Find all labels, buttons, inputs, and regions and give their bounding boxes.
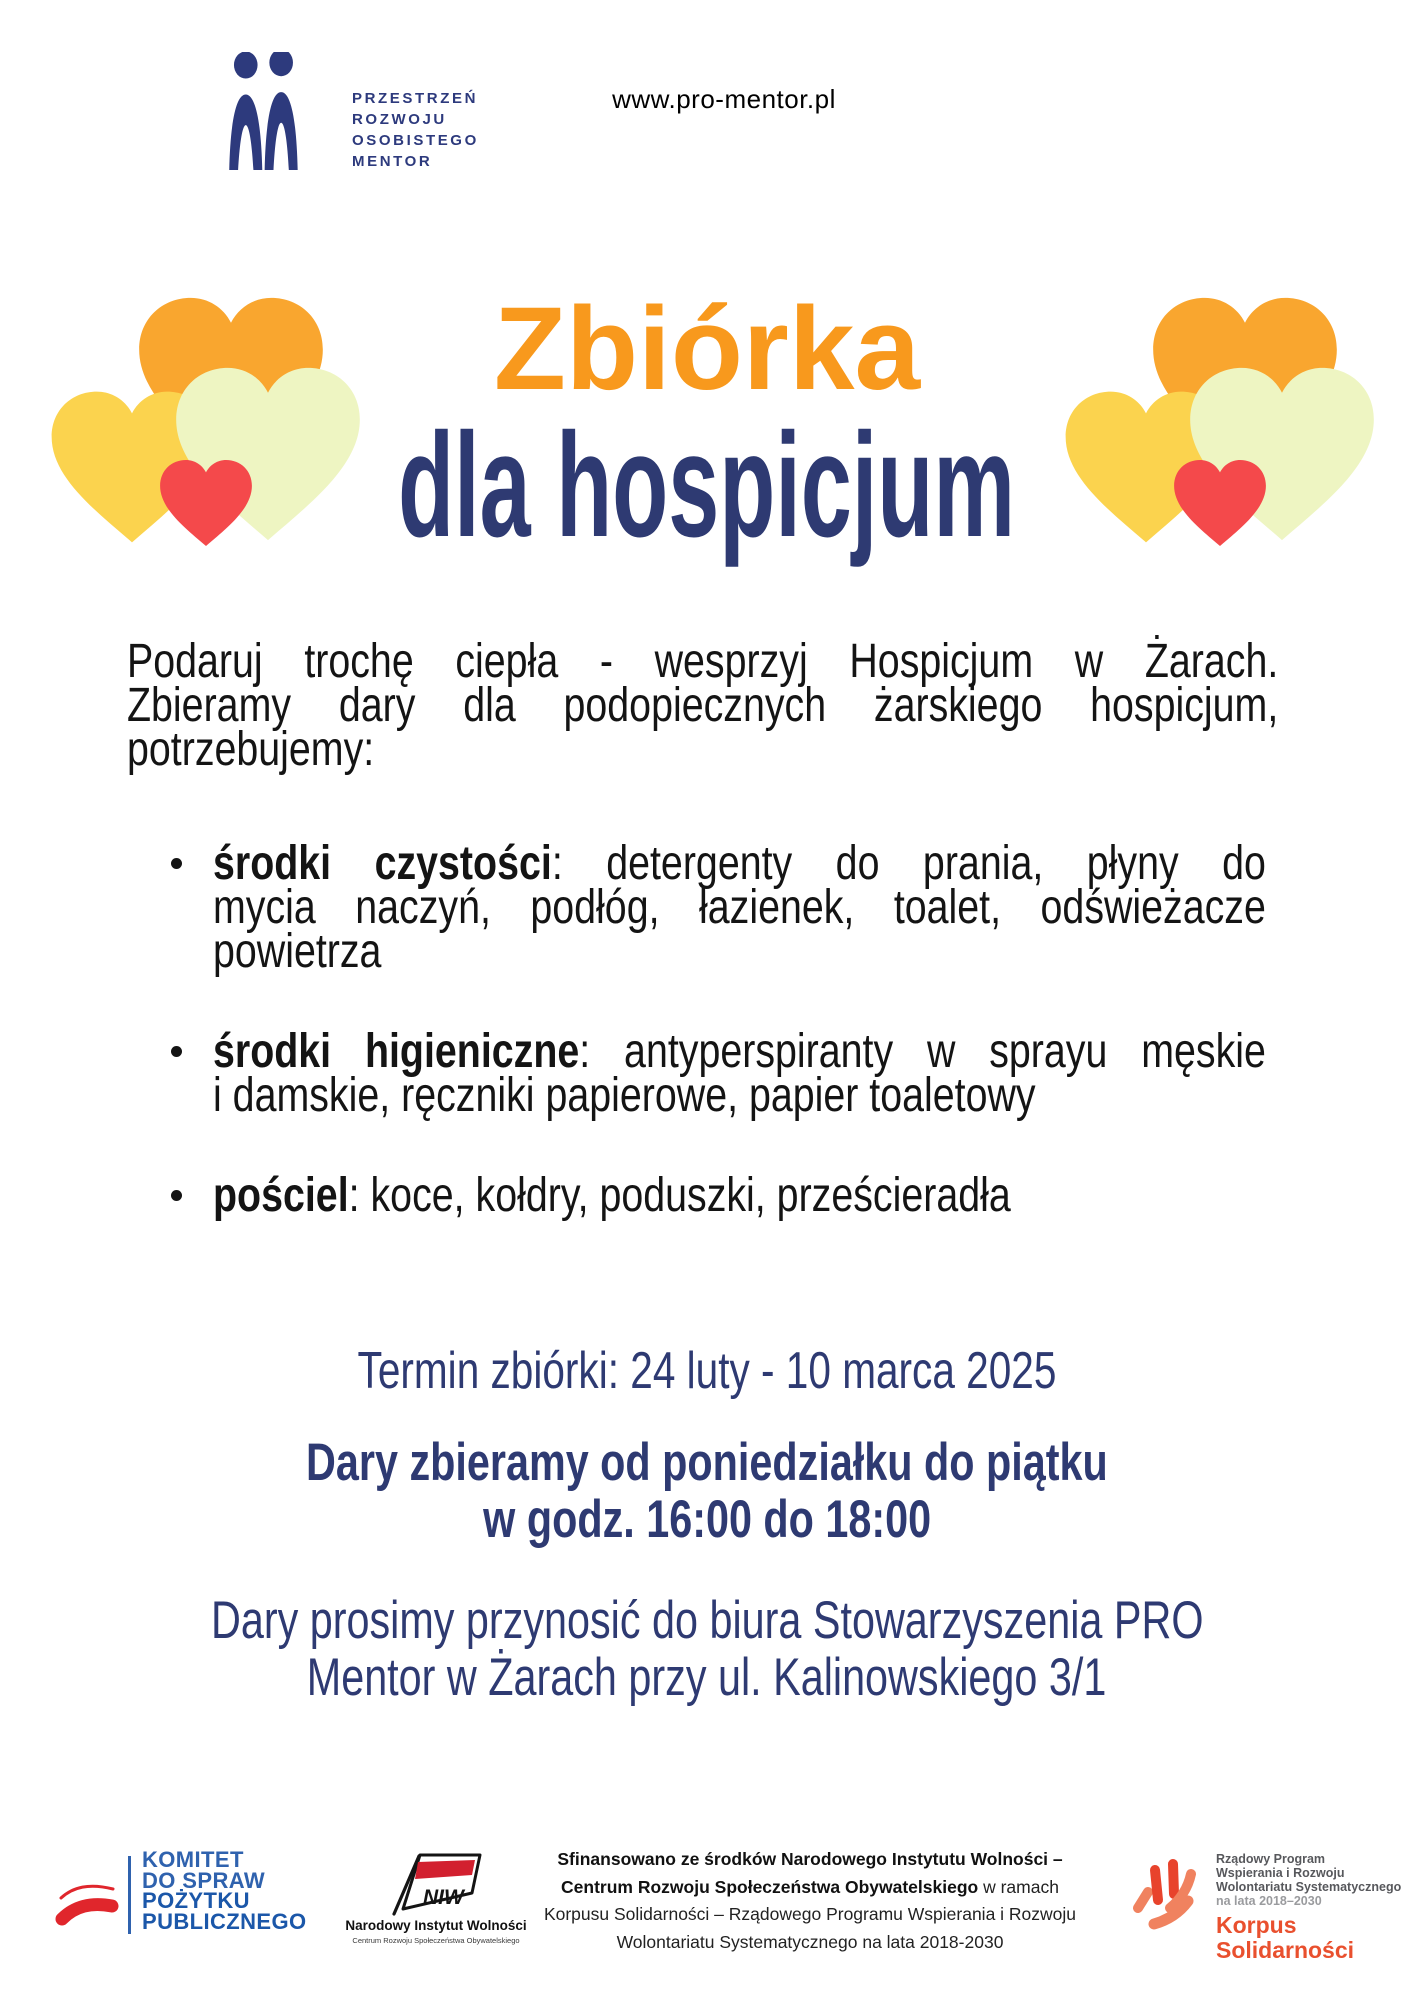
divider	[128, 1856, 131, 1934]
poster-title-word1: Zbiórka	[493, 283, 921, 415]
intro-line: Podaruj trochę ciepła - wesprzyj Hospicjum w Żarach.	[127, 635, 1279, 688]
list-item	[213, 1025, 1414, 1122]
logo-line: ROZWOJU	[352, 111, 447, 128]
item-text: i damskie, ręczniki papierowe, papier toaletowy	[213, 1069, 1036, 1122]
korpus-name: Korpus Solidarności	[1216, 1912, 1355, 1963]
item-text: mycia naczyń, podłóg, łazienek, toalet, odświeżacze	[213, 881, 1266, 934]
bullet-dot-icon	[171, 1190, 182, 1201]
intro-line: potrzebujemy:	[127, 723, 375, 776]
donation-items-list	[213, 837, 1414, 1274]
intro-paragraph	[127, 635, 1414, 776]
korpus-hand-icon	[1128, 1856, 1202, 1940]
niw-logo-icon	[390, 1852, 484, 1916]
item-term: środki czystości	[213, 837, 552, 890]
niw-acronym: NIW	[423, 1886, 464, 1909]
logo-line: PRZESTRZEŃ	[352, 90, 479, 107]
item-text: : detergenty do prania, płyny do	[551, 837, 1266, 890]
bullet-dot-icon	[171, 1046, 182, 1057]
collection-hours: Dary zbieramy od poniedziałku do piątku w godz. 16:00 do 18:00	[306, 1433, 1108, 1549]
list-item	[213, 837, 1414, 978]
niw-subtitle: Centrum Rozwoju Społeczeństwa Obywatelskiego	[352, 1936, 520, 1945]
logo-line: OSOBISTEGO	[352, 132, 479, 149]
website-url: www.pro-mentor.pl	[612, 84, 836, 114]
item-term: środki higieniczne	[213, 1025, 580, 1078]
logo-line: MENTOR	[352, 153, 433, 170]
polish-flag-icon	[55, 1878, 119, 1936]
komitet-logo-text: KOMITET DO SPRAW POŻYTKU PUBLICZNEGO	[142, 1847, 307, 1934]
intro-line: Zbieramy dary dla podopiecznych żarskiego hospicjum,	[127, 679, 1279, 732]
niw-name: Narodowy Instytut Wolności	[345, 1918, 527, 1933]
funding-note: Sfinansowano ze środków Narodowego Instytutu Wolności – Centrum Rozwoju Społeczeństwa Obywatelskiego w ramach Korpusu Solidarności – Rządowego Programu Wspierania i Rozwoju Wolontariatu Systematycznego na lata 2018-2030	[543, 1849, 1077, 1952]
item-text: powietrza	[213, 925, 382, 978]
korpus-logo-text: Rządowy Program Wspierania i Rozwoju Wolontariatu Systematycznego na lata 2018–2030 Korpus Solidarności	[1216, 1852, 1402, 1963]
item-text: : koce, kołdry, poduszki, prześcieradła	[348, 1169, 1011, 1222]
item-term: pościel	[213, 1169, 349, 1222]
collection-dates: Termin zbiórki: 24 luty - 10 marca 2025	[357, 1342, 1057, 1400]
item-text: : antyperspiranty w sprayu męskie	[579, 1025, 1266, 1078]
bullet-dot-icon	[171, 858, 182, 869]
poster-title-word2: dla hospicjum	[398, 403, 1016, 568]
list-item	[213, 1169, 1414, 1222]
drop-off-address: Dary prosimy przynosić do biura Stowarzyszenia PRO Mentor w Żarach przy ul. Kalinowskiego 3/1	[210, 1591, 1204, 1707]
